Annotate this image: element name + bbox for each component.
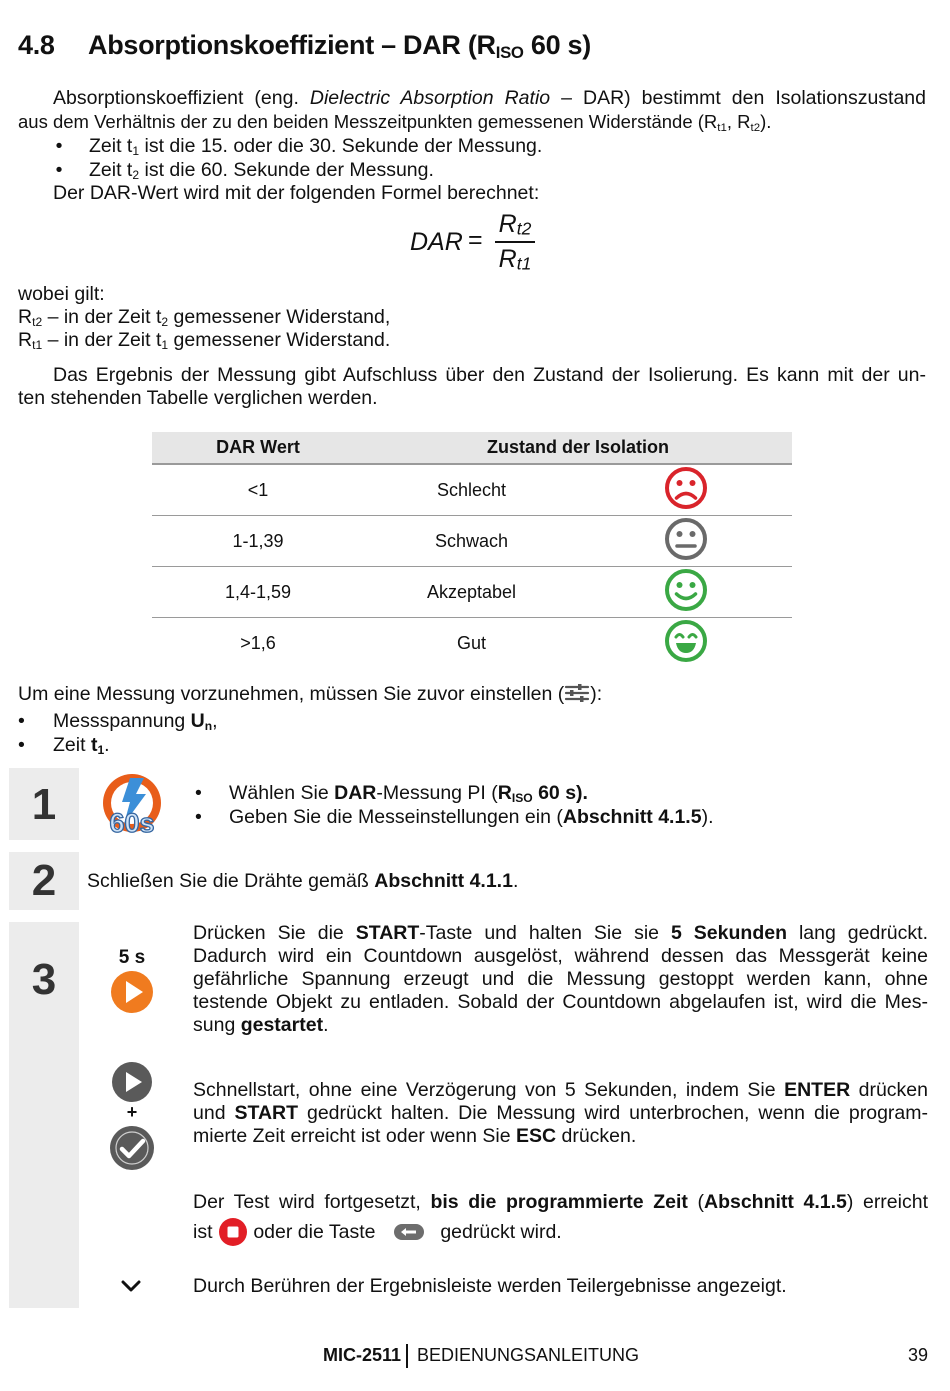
result-text-line-1: Das Ergebnis der Messung gibt Aufschluss über den Zustand der Isolierung. Es kann mit der un- xyxy=(53,364,926,386)
enter-button-icon xyxy=(109,1125,155,1171)
where-label: wobei gilt: xyxy=(18,283,105,305)
isolation-state: Schlecht xyxy=(364,464,579,516)
settings-sliders-icon xyxy=(564,683,590,703)
chevron-down-icon xyxy=(120,1278,142,1294)
footer-model: MIC-2511 xyxy=(323,1345,402,1365)
step-3-p3-line-1: Der Test wird fortgesetzt, bis die programmierte Zeit (Abschnitt 4.1.5) erreicht xyxy=(193,1191,928,1213)
esc-key-icon xyxy=(393,1222,425,1242)
step-3-number: 3 xyxy=(31,955,57,1004)
dar-60s-icon xyxy=(100,772,164,838)
timer-label: 5 s xyxy=(118,947,146,968)
step-3-p1-line-5: sung gestartet. xyxy=(193,1014,329,1036)
section-title: 4.8 Absorptionskoeffizient – DAR ($R_{ISO}$ 60 s) xyxy=(18,30,591,63)
step-1-bullet-2: Geben Sie die Messeinstellungen ein (Abschnitt 4.1.5). xyxy=(229,806,714,828)
dar-table xyxy=(152,432,792,668)
bullet-dot: • xyxy=(195,806,202,828)
stop-button-icon xyxy=(218,1217,248,1247)
status-cell xyxy=(579,464,792,516)
footer-manual: BEDIENUNGSANLEITUNG xyxy=(417,1345,640,1365)
formula-intro: Der DAR-Wert wird mit der folgenden Formel berechnet: xyxy=(53,182,540,204)
step-3-p4: Durch Berühren der Ergebnisleiste werden Teilergebnisse angezeigt. xyxy=(193,1275,787,1297)
setup-intro: Um eine Messung vorzunehmen, müssen Sie zuvor einstellen ( ): xyxy=(18,683,603,705)
isolation-state: Schwach xyxy=(364,516,579,567)
bullet-dot: • xyxy=(55,159,63,181)
neutral-face-icon xyxy=(664,517,708,561)
footer-divider xyxy=(406,1344,408,1368)
step-3-p1-line-4: testende Objekt zu entladen. Sobald der Countdown abgelaufen ist, wird die Mes- xyxy=(193,991,928,1013)
step-3-p3-line-2: ist oder die Taste gedrückt wird. xyxy=(193,1217,562,1247)
page-number: 39 xyxy=(908,1345,929,1365)
step-3-p1-line-2: Dadurch wird ein Countdown ausgelöst, während dessen das Messgerät keine xyxy=(193,945,928,967)
where-rt1: $R_{t1}$ – in der Zeit $t_1$ gemessener Widerstand. xyxy=(18,329,391,353)
svg-text:60s: 60s xyxy=(109,808,155,838)
bullet-dot: • xyxy=(55,135,63,157)
step-1-bullet-1: Wählen Sie DAR-Messung PI ($R_{ISO}$ 60 s). xyxy=(229,782,588,806)
table-row xyxy=(152,567,792,618)
numerator: $R_{t2}$ xyxy=(498,210,532,239)
step-2-text: Schließen Sie die Drähte gemäß Abschnitt 4.1.1. xyxy=(87,870,519,892)
bullet-dot: • xyxy=(18,734,25,756)
table-row xyxy=(152,464,792,516)
bullet-time-t1: Zeit $t_1$ ist die 15. oder die 30. Sekunde der Messung. xyxy=(89,135,543,159)
bullet-time-t2: Zeit $t_2$ ist die 60. Sekunde der Messung. xyxy=(89,159,434,183)
section-number: 4.8 xyxy=(18,30,55,60)
result-text-line-2: ten stehenden Tabelle verglichen werden. xyxy=(18,387,378,409)
denominator: $R_{t1}$ xyxy=(498,244,532,274)
step-3-p2-line-1: Schnellstart, ohne eine Verzögerung von 5 Sekunden, indem Sie ENTER drücken xyxy=(193,1079,928,1101)
dar-value: 1,4-1,59 xyxy=(152,567,364,618)
step-3-p1-line-3: gefährliche Spannung erzeugt und die Messung gestoppt werden kann, ohne xyxy=(193,968,928,990)
table-row xyxy=(152,618,792,669)
header-dar-value: DAR Wert xyxy=(152,432,364,464)
start-button-grey-icon xyxy=(111,1061,153,1103)
status-cell xyxy=(579,516,792,567)
intro-line-2: aus dem Verhältnis der zu den beiden Messzeitpunkten gemessenen Widerstände ($R_{t1}$, $R_{t2}$). xyxy=(18,111,772,134)
start-button-orange-icon xyxy=(110,970,154,1014)
step-3-p1-line-1: Drücken Sie die START-Taste und halten Sie sie 5 Sekunden lang gedrückt. xyxy=(193,922,928,944)
where-rt2: $R_{t2}$ – in der Zeit $t_2$ gemessener Widerstand, xyxy=(18,306,391,330)
plus-sign: + xyxy=(126,1102,138,1122)
intro-line-1: Absorptionskoeffizient (eng. Dielectric Absorption Ratio – DAR) bestimmt den Isolationszustand xyxy=(53,87,926,109)
isolation-state: Gut xyxy=(456,632,486,653)
fraction-bar xyxy=(495,241,535,243)
step-3-p2-line-3: mierte Zeit erreicht ist oder wenn Sie ESC drücken. xyxy=(193,1125,637,1147)
fraction xyxy=(495,210,535,274)
header-isolation-state: Zustand der Isolation xyxy=(364,432,792,464)
step-2-number: 2 xyxy=(31,856,57,905)
setup-item-time: Zeit $t_1$. xyxy=(53,734,110,758)
dar-value: 1-1,39 xyxy=(152,516,364,567)
dar-value: >1,6 xyxy=(240,632,276,653)
table-row xyxy=(152,516,792,567)
sad-face-icon xyxy=(664,466,708,510)
setup-item-voltage: Messspannung $U_n$, xyxy=(53,710,218,734)
bullet-dot: • xyxy=(18,710,25,732)
bullet-dot: • xyxy=(195,782,202,804)
isolation-state: Akzeptabel xyxy=(364,567,579,618)
status-cell xyxy=(579,567,792,618)
grin-face-icon xyxy=(664,619,708,663)
smile-face-icon xyxy=(664,568,708,612)
table-header-row xyxy=(152,432,792,464)
status-cell xyxy=(579,618,792,669)
dar-value: <1 xyxy=(152,464,364,516)
step-3-p2-line-2: und START gedrückt halten. Die Messung wird unterbrochen, wenn die program- xyxy=(193,1102,929,1124)
step-1-number: 1 xyxy=(31,780,57,829)
